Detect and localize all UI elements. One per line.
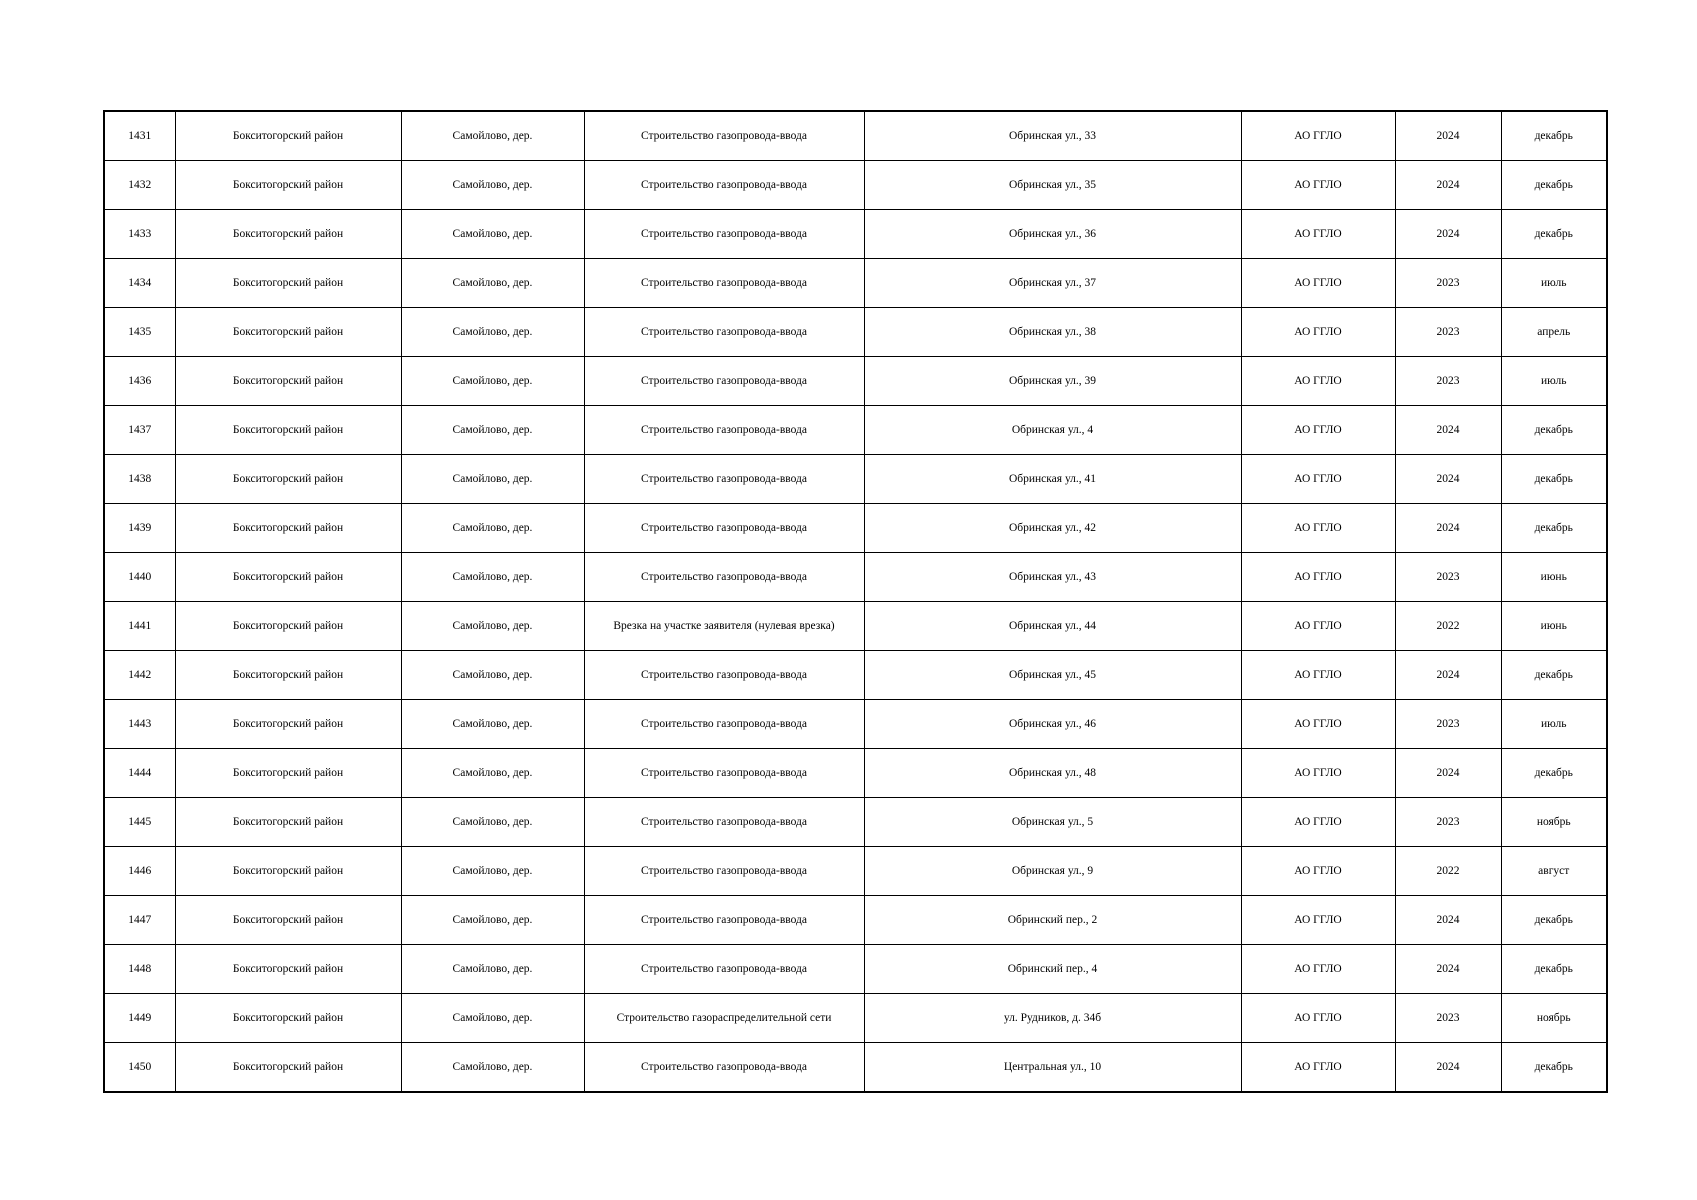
district-cell: Бокситогорский район xyxy=(175,700,401,749)
locality-cell: Самойлово, дер. xyxy=(401,798,584,847)
district-cell: Бокситогорский район xyxy=(175,308,401,357)
year-cell: 2023 xyxy=(1395,259,1501,308)
month-cell: декабрь xyxy=(1501,945,1607,994)
work-type-cell: Строительство газопровода-ввода xyxy=(584,896,864,945)
address-cell: Обринская ул., 46 xyxy=(864,700,1241,749)
address-cell: Обринская ул., 41 xyxy=(864,455,1241,504)
address-cell: Обринский пер., 4 xyxy=(864,945,1241,994)
month-cell: июль xyxy=(1501,700,1607,749)
month-cell: июнь xyxy=(1501,553,1607,602)
work-type-cell: Строительство газопровода-ввода xyxy=(584,798,864,847)
district-cell: Бокситогорский район xyxy=(175,504,401,553)
year-cell: 2024 xyxy=(1395,161,1501,210)
organization-cell: АО ГГЛО xyxy=(1241,1043,1395,1093)
organization-cell: АО ГГЛО xyxy=(1241,308,1395,357)
table-row xyxy=(104,602,1607,651)
year-cell: 2024 xyxy=(1395,111,1501,161)
district-cell: Бокситогорский район xyxy=(175,1043,401,1093)
organization-cell: АО ГГЛО xyxy=(1241,111,1395,161)
table-row xyxy=(104,1043,1607,1093)
month-cell: июль xyxy=(1501,357,1607,406)
work-type-cell: Врезка на участке заявителя (нулевая врезка) xyxy=(584,602,864,651)
table-row xyxy=(104,259,1607,308)
row-number-cell: 1432 xyxy=(104,161,175,210)
organization-cell: АО ГГЛО xyxy=(1241,357,1395,406)
organization-cell: АО ГГЛО xyxy=(1241,161,1395,210)
work-type-cell: Строительство газопровода-ввода xyxy=(584,308,864,357)
row-number-cell: 1447 xyxy=(104,896,175,945)
district-cell: Бокситогорский район xyxy=(175,210,401,259)
gasification-schedule-table xyxy=(103,110,1608,1093)
table-row xyxy=(104,847,1607,896)
row-number-cell: 1434 xyxy=(104,259,175,308)
district-cell: Бокситогорский район xyxy=(175,847,401,896)
address-cell: Центральная ул., 10 xyxy=(864,1043,1241,1093)
locality-cell: Самойлово, дер. xyxy=(401,896,584,945)
district-cell: Бокситогорский район xyxy=(175,357,401,406)
table-body xyxy=(104,111,1607,1092)
table-row xyxy=(104,553,1607,602)
address-cell: Обринская ул., 43 xyxy=(864,553,1241,602)
table-row xyxy=(104,504,1607,553)
organization-cell: АО ГГЛО xyxy=(1241,994,1395,1043)
month-cell: декабрь xyxy=(1501,161,1607,210)
work-type-cell: Строительство газопровода-ввода xyxy=(584,945,864,994)
address-cell: Обринская ул., 48 xyxy=(864,749,1241,798)
locality-cell: Самойлово, дер. xyxy=(401,111,584,161)
address-cell: Обринская ул., 35 xyxy=(864,161,1241,210)
locality-cell: Самойлово, дер. xyxy=(401,945,584,994)
organization-cell: АО ГГЛО xyxy=(1241,406,1395,455)
address-cell: Обринский пер., 2 xyxy=(864,896,1241,945)
work-type-cell: Строительство газопровода-ввода xyxy=(584,700,864,749)
year-cell: 2024 xyxy=(1395,896,1501,945)
year-cell: 2022 xyxy=(1395,847,1501,896)
work-type-cell: Строительство газораспределительной сети xyxy=(584,994,864,1043)
district-cell: Бокситогорский район xyxy=(175,749,401,798)
district-cell: Бокситогорский район xyxy=(175,798,401,847)
locality-cell: Самойлово, дер. xyxy=(401,406,584,455)
organization-cell: АО ГГЛО xyxy=(1241,259,1395,308)
address-cell: Обринская ул., 5 xyxy=(864,798,1241,847)
table-row xyxy=(104,308,1607,357)
organization-cell: АО ГГЛО xyxy=(1241,651,1395,700)
row-number-cell: 1445 xyxy=(104,798,175,847)
organization-cell: АО ГГЛО xyxy=(1241,847,1395,896)
organization-cell: АО ГГЛО xyxy=(1241,455,1395,504)
district-cell: Бокситогорский район xyxy=(175,602,401,651)
address-cell: Обринская ул., 33 xyxy=(864,111,1241,161)
address-cell: Обринская ул., 39 xyxy=(864,357,1241,406)
district-cell: Бокситогорский район xyxy=(175,111,401,161)
work-type-cell: Строительство газопровода-ввода xyxy=(584,161,864,210)
locality-cell: Самойлово, дер. xyxy=(401,161,584,210)
row-number-cell: 1431 xyxy=(104,111,175,161)
table-row xyxy=(104,210,1607,259)
organization-cell: АО ГГЛО xyxy=(1241,553,1395,602)
organization-cell: АО ГГЛО xyxy=(1241,945,1395,994)
month-cell: декабрь xyxy=(1501,651,1607,700)
district-cell: Бокситогорский район xyxy=(175,994,401,1043)
month-cell: июль xyxy=(1501,259,1607,308)
district-cell: Бокситогорский район xyxy=(175,553,401,602)
work-type-cell: Строительство газопровода-ввода xyxy=(584,847,864,896)
month-cell: июнь xyxy=(1501,602,1607,651)
locality-cell: Самойлово, дер. xyxy=(401,749,584,798)
year-cell: 2024 xyxy=(1395,210,1501,259)
row-number-cell: 1437 xyxy=(104,406,175,455)
row-number-cell: 1435 xyxy=(104,308,175,357)
address-cell: Обринская ул., 36 xyxy=(864,210,1241,259)
district-cell: Бокситогорский район xyxy=(175,945,401,994)
month-cell: ноябрь xyxy=(1501,994,1607,1043)
locality-cell: Самойлово, дер. xyxy=(401,210,584,259)
year-cell: 2023 xyxy=(1395,700,1501,749)
table-row xyxy=(104,700,1607,749)
work-type-cell: Строительство газопровода-ввода xyxy=(584,1043,864,1093)
row-number-cell: 1433 xyxy=(104,210,175,259)
address-cell: Обринская ул., 38 xyxy=(864,308,1241,357)
row-number-cell: 1449 xyxy=(104,994,175,1043)
address-cell: Обринская ул., 42 xyxy=(864,504,1241,553)
year-cell: 2024 xyxy=(1395,651,1501,700)
row-number-cell: 1443 xyxy=(104,700,175,749)
table-row xyxy=(104,651,1607,700)
locality-cell: Самойлово, дер. xyxy=(401,553,584,602)
address-cell: Обринская ул., 37 xyxy=(864,259,1241,308)
locality-cell: Самойлово, дер. xyxy=(401,357,584,406)
district-cell: Бокситогорский район xyxy=(175,896,401,945)
month-cell: декабрь xyxy=(1501,1043,1607,1093)
address-cell: Обринская ул., 44 xyxy=(864,602,1241,651)
month-cell: декабрь xyxy=(1501,749,1607,798)
table-row xyxy=(104,406,1607,455)
table-row xyxy=(104,749,1607,798)
address-cell: Обринская ул., 9 xyxy=(864,847,1241,896)
work-type-cell: Строительство газопровода-ввода xyxy=(584,504,864,553)
work-type-cell: Строительство газопровода-ввода xyxy=(584,406,864,455)
year-cell: 2024 xyxy=(1395,504,1501,553)
row-number-cell: 1440 xyxy=(104,553,175,602)
row-number-cell: 1441 xyxy=(104,602,175,651)
work-type-cell: Строительство газопровода-ввода xyxy=(584,259,864,308)
year-cell: 2023 xyxy=(1395,994,1501,1043)
locality-cell: Самойлово, дер. xyxy=(401,1043,584,1093)
table-row xyxy=(104,994,1607,1043)
row-number-cell: 1439 xyxy=(104,504,175,553)
organization-cell: АО ГГЛО xyxy=(1241,602,1395,651)
year-cell: 2024 xyxy=(1395,749,1501,798)
month-cell: август xyxy=(1501,847,1607,896)
month-cell: декабрь xyxy=(1501,896,1607,945)
district-cell: Бокситогорский район xyxy=(175,406,401,455)
work-type-cell: Строительство газопровода-ввода xyxy=(584,111,864,161)
month-cell: декабрь xyxy=(1501,210,1607,259)
table-row xyxy=(104,455,1607,504)
locality-cell: Самойлово, дер. xyxy=(401,847,584,896)
district-cell: Бокситогорский район xyxy=(175,651,401,700)
table-row xyxy=(104,896,1607,945)
row-number-cell: 1446 xyxy=(104,847,175,896)
district-cell: Бокситогорский район xyxy=(175,161,401,210)
month-cell: декабрь xyxy=(1501,406,1607,455)
year-cell: 2024 xyxy=(1395,1043,1501,1093)
month-cell: декабрь xyxy=(1501,504,1607,553)
row-number-cell: 1444 xyxy=(104,749,175,798)
organization-cell: АО ГГЛО xyxy=(1241,798,1395,847)
locality-cell: Самойлово, дер. xyxy=(401,259,584,308)
month-cell: апрель xyxy=(1501,308,1607,357)
work-type-cell: Строительство газопровода-ввода xyxy=(584,651,864,700)
year-cell: 2024 xyxy=(1395,945,1501,994)
row-number-cell: 1442 xyxy=(104,651,175,700)
row-number-cell: 1436 xyxy=(104,357,175,406)
district-cell: Бокситогорский район xyxy=(175,455,401,504)
year-cell: 2024 xyxy=(1395,455,1501,504)
row-number-cell: 1450 xyxy=(104,1043,175,1093)
month-cell: декабрь xyxy=(1501,111,1607,161)
work-type-cell: Строительство газопровода-ввода xyxy=(584,455,864,504)
year-cell: 2022 xyxy=(1395,602,1501,651)
locality-cell: Самойлово, дер. xyxy=(401,994,584,1043)
table-row xyxy=(104,798,1607,847)
locality-cell: Самойлово, дер. xyxy=(401,308,584,357)
table-row xyxy=(104,357,1607,406)
table-row xyxy=(104,161,1607,210)
locality-cell: Самойлово, дер. xyxy=(401,700,584,749)
year-cell: 2023 xyxy=(1395,798,1501,847)
locality-cell: Самойлово, дер. xyxy=(401,455,584,504)
locality-cell: Самойлово, дер. xyxy=(401,651,584,700)
year-cell: 2023 xyxy=(1395,357,1501,406)
address-cell: Обринская ул., 45 xyxy=(864,651,1241,700)
address-cell: ул. Рудников, д. 34б xyxy=(864,994,1241,1043)
locality-cell: Самойлово, дер. xyxy=(401,602,584,651)
organization-cell: АО ГГЛО xyxy=(1241,749,1395,798)
year-cell: 2023 xyxy=(1395,308,1501,357)
year-cell: 2023 xyxy=(1395,553,1501,602)
district-cell: Бокситогорский район xyxy=(175,259,401,308)
row-number-cell: 1448 xyxy=(104,945,175,994)
organization-cell: АО ГГЛО xyxy=(1241,896,1395,945)
month-cell: декабрь xyxy=(1501,455,1607,504)
table-row xyxy=(104,945,1607,994)
locality-cell: Самойлово, дер. xyxy=(401,504,584,553)
work-type-cell: Строительство газопровода-ввода xyxy=(584,749,864,798)
organization-cell: АО ГГЛО xyxy=(1241,700,1395,749)
month-cell: ноябрь xyxy=(1501,798,1607,847)
work-type-cell: Строительство газопровода-ввода xyxy=(584,210,864,259)
work-type-cell: Строительство газопровода-ввода xyxy=(584,357,864,406)
organization-cell: АО ГГЛО xyxy=(1241,504,1395,553)
row-number-cell: 1438 xyxy=(104,455,175,504)
year-cell: 2024 xyxy=(1395,406,1501,455)
table-row xyxy=(104,111,1607,161)
work-type-cell: Строительство газопровода-ввода xyxy=(584,553,864,602)
address-cell: Обринская ул., 4 xyxy=(864,406,1241,455)
organization-cell: АО ГГЛО xyxy=(1241,210,1395,259)
